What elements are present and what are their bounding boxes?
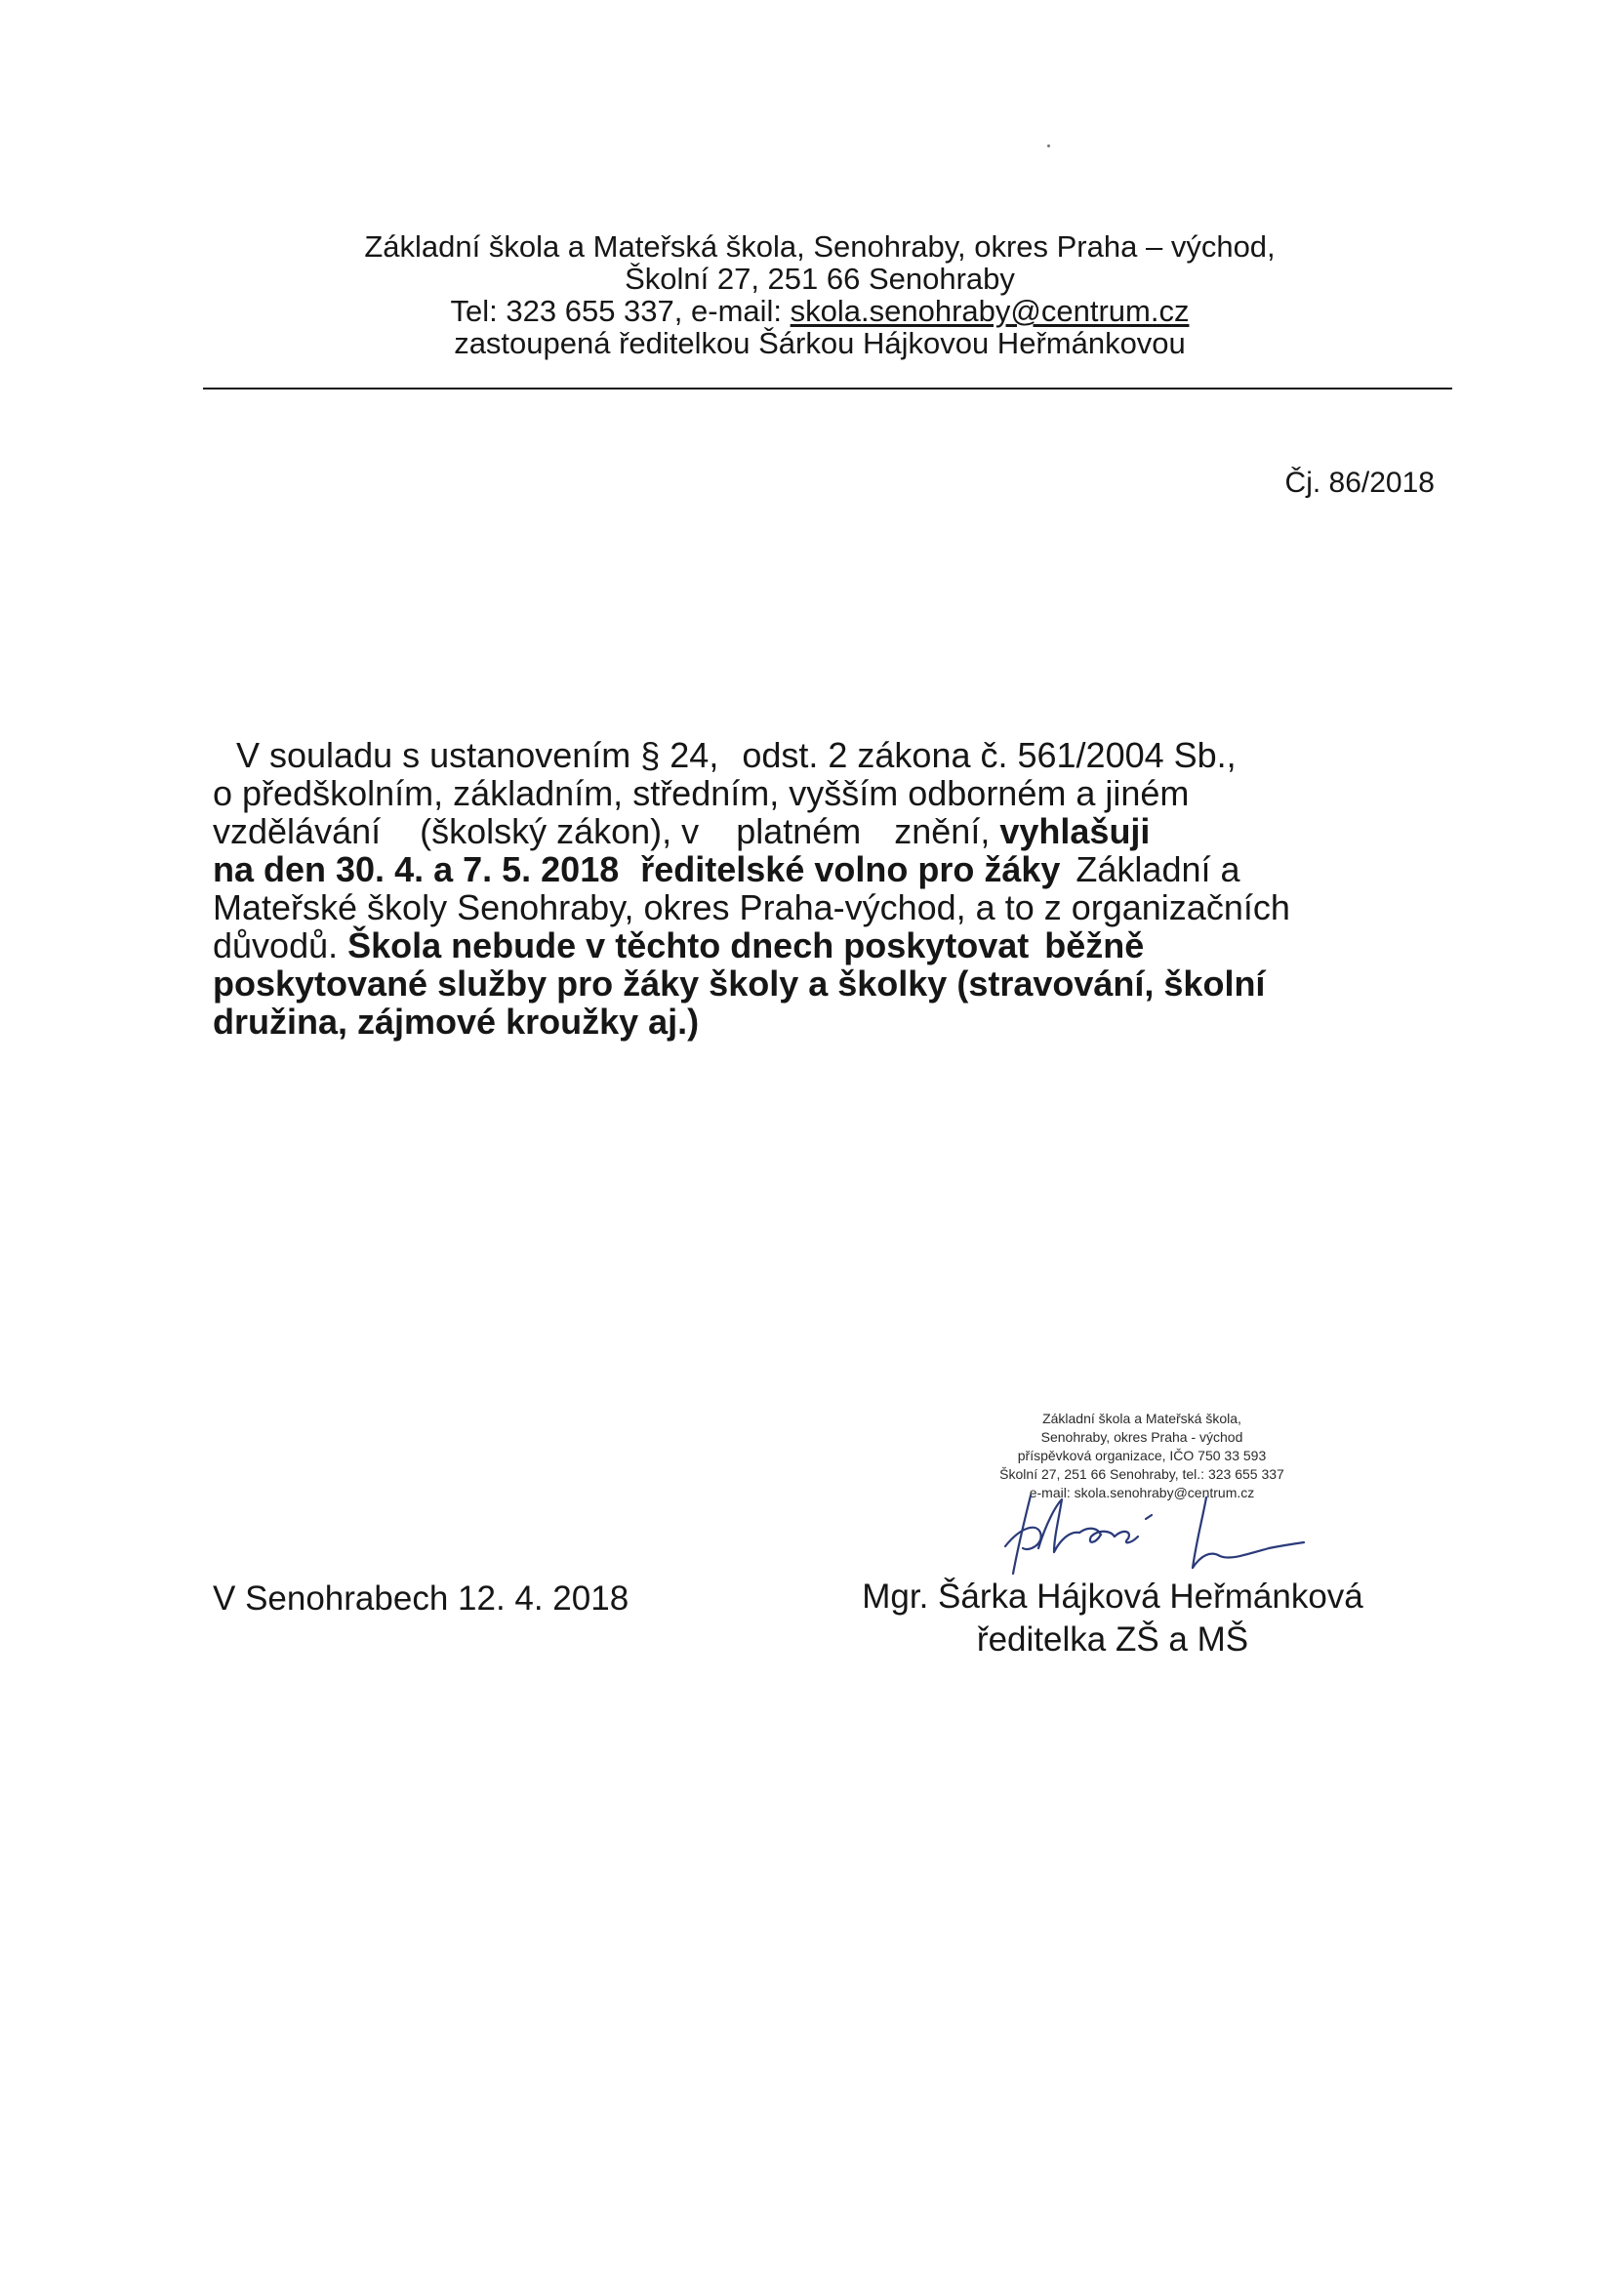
- reference-number: Čj. 86/2018: [1284, 467, 1435, 499]
- body-line-6: [213, 926, 1433, 964]
- place-and-date: V Senohrabech 12. 4. 2018: [213, 1579, 629, 1618]
- body-line-5: Mateřské školy Senohraby, okres Praha-východ, a to z organizačních: [213, 887, 1290, 927]
- school-name: Základní škola a Mateřská škola, Senohraby, okres Praha – východ,: [364, 229, 1276, 264]
- body-line-3-c: platném: [736, 811, 862, 851]
- body-line-3-a: vzdělávání: [213, 811, 382, 851]
- letterhead: [205, 230, 1435, 359]
- body-line-2: o předškolním, základním, středním, vyšším odborném a jiném: [213, 773, 1190, 813]
- body-line-4-bold: ředitelské volno pro žáky: [640, 849, 1061, 889]
- represented-by: zastoupená ředitelkou Šárkou Hájkovou Heřmánkovou: [454, 326, 1186, 360]
- school-address: Školní 27, 251 66 Senohraby: [625, 262, 1015, 296]
- letterhead-divider: [203, 388, 1452, 390]
- body-line-3-bold: vyhlašuji: [999, 811, 1151, 851]
- stamp-line-5: e-mail: skola.senohraby@centrum.cz: [1029, 1485, 1255, 1500]
- body-line-7: [213, 964, 1433, 1003]
- body-line-6-a: důvodů.: [213, 925, 339, 965]
- body-line-4: [213, 850, 1433, 888]
- body-line-8-bold: družina, zájmové kroužky aj.): [213, 1002, 700, 1042]
- scan-speck: [1047, 144, 1050, 147]
- body-line-8: [213, 1003, 1433, 1041]
- phone-text: Tel: 323 655 337, e-mail:: [450, 294, 791, 328]
- announcement-body: [213, 736, 1433, 1041]
- body-line-7-bold: poskytované služby pro žáky školy a školky (stravování, školní: [213, 964, 1266, 1004]
- body-line-4-date: na den 30. 4. a 7. 5. 2018: [213, 849, 620, 889]
- school-contact: [205, 295, 1435, 327]
- stamp-line-3: příspěvková organizace, IČO 750 33 593: [1017, 1448, 1267, 1463]
- signatory-title: ředitelka ZŠ a MŠ: [976, 1620, 1249, 1659]
- body-line-1: [213, 736, 1433, 774]
- stamp-line-1: Základní škola a Mateřská škola,: [1042, 1411, 1241, 1426]
- body-line-3-d: znění,: [894, 811, 991, 851]
- signatory-name: Mgr. Šárka Hájková Heřmánková: [862, 1578, 1363, 1616]
- body-line-3: [213, 812, 1433, 850]
- handwritten-signature: [986, 1484, 1318, 1581]
- body-line-3-b: (školský zákon), v: [420, 811, 700, 851]
- body-line-4-c: Základní a: [1076, 849, 1240, 889]
- body-line-1-a: V souladu s ustanovením § 24,: [236, 735, 719, 775]
- body-line-1-b: odst. 2 zákona č. 561/2004 Sb.,: [742, 735, 1237, 775]
- email-link[interactable]: skola.senohraby@centrum.cz: [790, 294, 1190, 328]
- body-line-6-bold: Škola nebude v těchto dnech poskytovat: [347, 925, 1030, 965]
- signatory-block: [820, 1576, 1405, 1661]
- stamp-line-2: Senohraby, okres Praha - východ: [1040, 1429, 1243, 1445]
- body-line-6-bold-c: běžně: [1044, 925, 1145, 965]
- stamp-line-4: Školní 27, 251 66 Senohraby, tel.: 323 655 337: [999, 1466, 1284, 1482]
